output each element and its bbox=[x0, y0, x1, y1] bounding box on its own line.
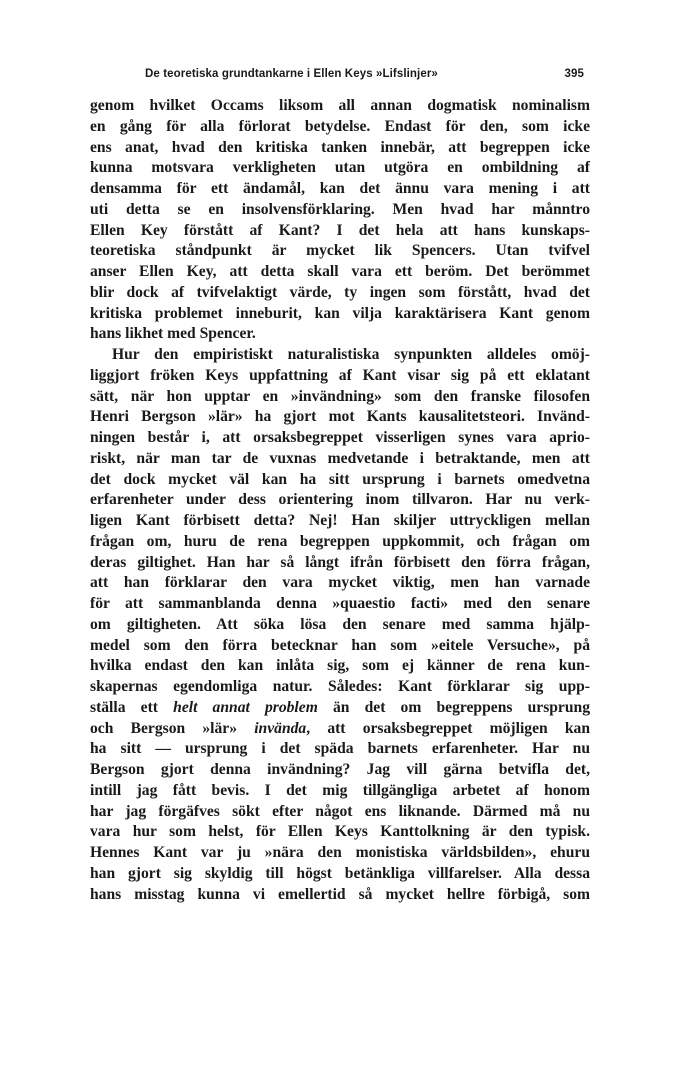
text-line: Hennes Kant var ju »nära den monistiska världsbilden», ehuru bbox=[90, 844, 590, 861]
running-title: De teoretiska grundtankarne i Ellen Keys »Lifslinjer» bbox=[145, 68, 438, 80]
text-line: teoretiska ståndpunkt är mycket lik Spencers. Utan tvifvel bbox=[90, 242, 590, 260]
text-segment: , att orsaksbegreppet möjligen kan bbox=[306, 719, 591, 737]
text-line bbox=[90, 719, 590, 740]
running-head bbox=[90, 64, 590, 86]
text-line: har jag förgäfves sökt efter något ens liknande. Därmed må nu bbox=[90, 802, 590, 820]
text-line: hvilka endast den kan inlåta sig, som ej känner de rena kun- bbox=[90, 657, 590, 675]
text-line: deras giltighet. Han har så långt ifrån förbisett den förra frågan, bbox=[90, 553, 590, 571]
text-line: kunna motsvara verkligheten utan utgöra en ombildning af bbox=[90, 159, 590, 177]
text-line: Henri Bergson »lär» ha gjort mot Kants kausalitetsteori. Invänd- bbox=[90, 408, 590, 426]
text-line: riskt, när man tar de vuxnas medvetande i betraktande, men att bbox=[90, 449, 590, 467]
text-line: ens anat, hvad den kritiska tanken innebär, att begreppen icke bbox=[90, 138, 590, 156]
text-line: kritiska problemet inneburit, kan vilja karaktärisera Kant genom bbox=[90, 304, 590, 322]
text-segment: än det om begreppens ursprung bbox=[317, 698, 590, 716]
text-line: en gång för alla förlorat betydelse. Endast för den, som icke bbox=[90, 117, 590, 135]
text-line: blir dock af tvifvelaktigt värde, ty ingen som förstått, hvad det bbox=[90, 283, 590, 301]
document-page bbox=[90, 64, 590, 905]
page-number: 395 bbox=[564, 68, 584, 80]
text-line: ha sitt — ursprung i det späda barnets erfarenheter. Har nu bbox=[90, 740, 590, 758]
text-line: medel som den förra betecknar han som »eitele Versuche», på bbox=[90, 636, 590, 654]
text-line: vara hur som helst, för Ellen Keys Kanttolkning är den typisk. bbox=[90, 823, 590, 841]
text-line: genom hvilket Occams liksom all annan dogmatisk nominalism bbox=[90, 97, 590, 114]
text-line: anser Ellen Key, att detta skall vara ett beröm. Det berömmet bbox=[90, 263, 590, 280]
text-line: sätt, när hon upptar en »invändning» som den franske filosofen bbox=[90, 387, 590, 405]
text-line: ningen består i, att orsaksbegreppet visserligen synes vara aprio- bbox=[90, 429, 590, 446]
text-line: intill jag fått bevis. I det mig tillgängliga arbetet af honom bbox=[90, 781, 590, 799]
italic-phrase: invända bbox=[254, 719, 307, 737]
text-line: hans misstag kunna vi emellertid så mycket hellre förbigå, som bbox=[90, 885, 590, 903]
text-line: hans likhet med Spencer. bbox=[90, 325, 256, 343]
text-segment: och Bergson »lär» bbox=[90, 719, 255, 737]
text-line: uti detta se en insolvensförklaring. Men hvad har månntro bbox=[90, 200, 590, 218]
text-line: för att sammanblanda denna »quaestio facti» med den senare bbox=[90, 595, 590, 612]
text-line: liggjort fröken Keys uppfattning af Kant visar sig på ett eklatant bbox=[90, 366, 590, 384]
text-line: densamma för ett ändamål, kan det ännu vara mening i att bbox=[90, 180, 590, 197]
text-line: frågan om, huru de rena begreppen uppkommit, och frågan om bbox=[90, 532, 590, 550]
text-line: Hur den empiristiskt naturalistiska synpunkten alldeles omöj- bbox=[112, 346, 590, 363]
text-line: Ellen Key förstått af Kant? I det hela att hans kunskaps- bbox=[90, 221, 590, 239]
text-line bbox=[90, 698, 590, 719]
text-line: ligen Kant förbisett detta? Nej! Han skiljer uttryckligen mellan bbox=[90, 512, 590, 529]
text-line: erfarenheter under dess orientering inom tillvaron. Har nu verk- bbox=[90, 491, 590, 509]
text-line: Bergson gjort denna invändning? Jag vill gärna betvifla det, bbox=[90, 761, 590, 778]
text-line: skapernas egendomliga natur. Således: Kant förklarar sig upp- bbox=[90, 678, 590, 695]
text-line: han gjort sig skyldig till högst betänkliga villfarelser. Alla dessa bbox=[90, 864, 590, 882]
text-line: att han förklarar den vara mycket viktig, men han varnade bbox=[90, 574, 590, 592]
body-text bbox=[90, 96, 590, 905]
italic-phrase: helt annat problem bbox=[173, 698, 318, 716]
text-segment: ställa ett bbox=[90, 698, 174, 716]
text-line: om giltigheten. Att söka lösa den senare med samma hjälp- bbox=[90, 615, 590, 633]
text-line: det dock mycket väl kan ha sitt ursprung i barnets omedvetna bbox=[90, 470, 590, 488]
